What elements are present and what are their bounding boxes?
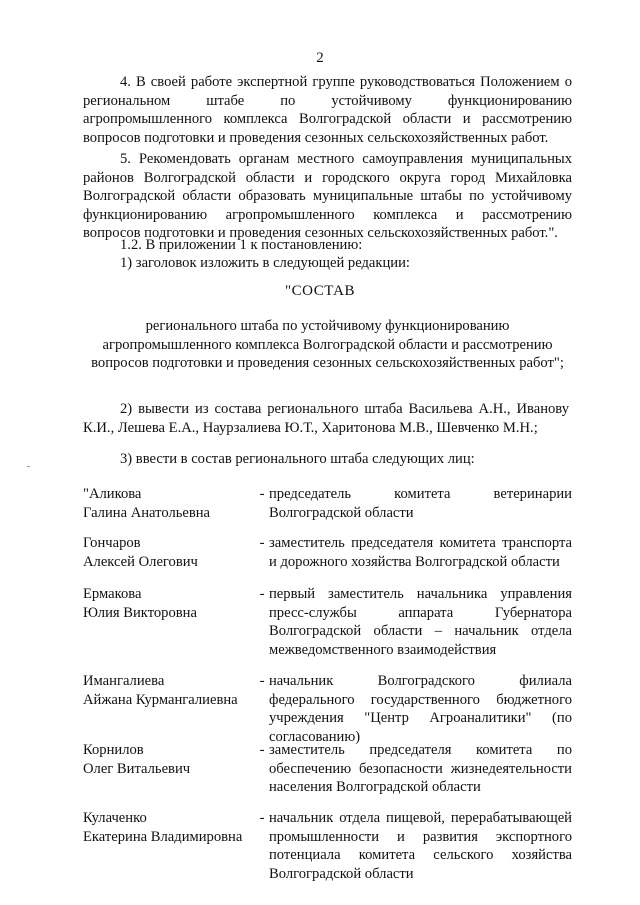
member-role: заместитель председателя комитета по обеспечению безопасности жизнедеятельности населения Волгоградской области: [269, 742, 572, 796]
paragraph-5: 5. Рекомендовать органам местного самоуправления муниципальных районов Волгоградской области и городского округа город Михайловка Волгоградской области образовать муниципальные штабы по устойчивому функционированию агропромышленного комплекса и рассмотрению вопросов подготовки и проведения сезонных сельскохозяйственных работ.".: [83, 151, 572, 242]
member-dash: -: [259, 673, 265, 689]
member-role: начальник отдела пищевой, перерабатывающей промышленности и развития экспортного потенциала комитета сельского хозяйства Волгоградской области: [269, 810, 572, 882]
paragraph-4: 4. В своей работе экспертной группе руководствоваться Положением о региональном штабе по устойчивому функционированию агропромышленного комплекса Волгоградской области и рассмотрению вопросов подготовки и проведения сезонных сельскохозяйственных работ.: [83, 74, 572, 146]
member-role: начальник Волгоградского филиала федерального государственного бюджетного учреждения "Центр Агроаналитики" (по согласованию): [269, 673, 572, 745]
member-dash: -: [259, 486, 265, 502]
member-name: Корнилов Олег Витальевич: [83, 742, 191, 777]
member-name: Кулаченко Екатерина Владимировна: [83, 810, 243, 845]
member-role: первый заместитель начальника управления пресс-службы аппарата Губернатора Волгоградской области – начальник отдела межведомственного взаимодействия: [269, 586, 572, 658]
paragraph-1-2: 1.2. В приложении 1 к постановлению:: [120, 237, 363, 253]
margin-mark: [27, 466, 30, 467]
member-name: Ермакова Юлия Викторовна: [83, 586, 197, 621]
member-dash: -: [259, 742, 265, 758]
member-dash: -: [259, 586, 265, 602]
section-title: "СОСТАВ: [285, 283, 355, 299]
member-name: "Аликова Галина Анатольевна: [83, 486, 211, 521]
member-name: Гончаров Алексей Олегович: [83, 535, 198, 570]
member-name: Имангалиева Айжана Курмангалиевна: [83, 673, 238, 708]
paragraph-item-1: 1) заголовок изложить в следующей редакции:: [120, 255, 410, 271]
member-role: председатель комитета ветеринарии Волгоградской области: [269, 486, 572, 521]
member-dash: -: [259, 535, 265, 551]
section-subtitle: регионального штаба по устойчивому функционированию агропромышленного комплекса Волгоградской области и рассмотрению вопросов подготовки и проведения сезонных сельскохозяйственных работ";: [91, 318, 564, 372]
paragraph-item-2: 2) вывести из состава регионального штаба Васильева А.Н., Иванову К.И., Лешева Е.А., Наурзалиева Ю.Т., Харитонова М.В., Шевченко М.Н.;: [83, 401, 569, 436]
member-dash: -: [259, 810, 265, 826]
paragraph-item-3: 3) ввести в состав регионального штаба следующих лиц:: [120, 451, 475, 467]
member-role: заместитель председателя комитета транспорта и дорожного хозяйства Волгоградской области: [269, 535, 572, 570]
page-number: 2: [316, 50, 324, 66]
